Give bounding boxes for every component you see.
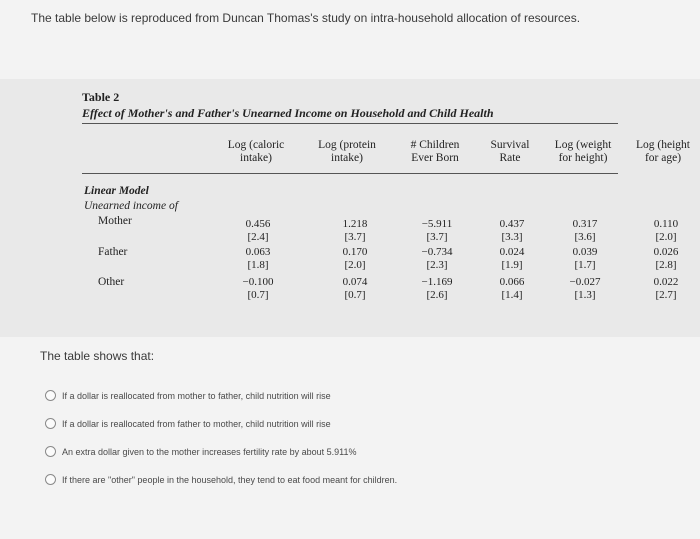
t-stat-value: [2.3] (426, 259, 448, 271)
coef-value: 0.170 (342, 246, 368, 258)
table-cell (482, 276, 542, 302)
table-cell (636, 276, 696, 302)
column-header-line: Log (caloric (227, 139, 285, 151)
table-title: Effect of Mother's and Father's Unearned Income on Household and Child Health (82, 106, 494, 120)
t-stat-value: [1.7] (574, 259, 596, 271)
column-header (545, 139, 621, 165)
table-cell (636, 218, 696, 244)
table-cell (228, 246, 288, 272)
table-top-rule (82, 123, 618, 124)
column-header-line: Log (height (636, 139, 690, 151)
table-cell (555, 276, 615, 302)
column-header-line: # Children (410, 139, 460, 151)
column-header-line: for height) (558, 152, 608, 164)
table-cell (482, 246, 542, 272)
coef-value: 0.317 (572, 218, 598, 230)
t-stat-value: [0.7] (344, 289, 366, 301)
t-stat-value: [3.3] (501, 231, 523, 243)
column-header-line: Survival (490, 139, 530, 151)
intro-text: The table below is reproduced from Duncan Thomas's study on intra-household allocation of resources. (31, 11, 581, 25)
table-header-rule (82, 173, 618, 174)
radio-button[interactable] (45, 446, 56, 457)
t-stat-value: [1.9] (501, 259, 523, 271)
column-header-line: for age) (644, 152, 682, 164)
column-header (480, 139, 540, 165)
t-stat-value: [1.4] (501, 289, 523, 301)
table-cell (325, 276, 385, 302)
radio-button[interactable] (45, 418, 56, 429)
coef-value: −0.100 (242, 276, 274, 288)
coef-value: 0.063 (245, 246, 271, 258)
t-stat-value: [1.8] (247, 259, 269, 271)
coef-value: 0.022 (653, 276, 679, 288)
column-header (218, 139, 294, 165)
t-stat-value: [1.3] (574, 289, 596, 301)
table-cell (407, 246, 467, 272)
table-cell (555, 218, 615, 244)
t-stat-value: [3.6] (574, 231, 596, 243)
row-label-mother: Mother (98, 215, 132, 227)
unearned-income-label: Unearned income of (84, 200, 178, 212)
column-header (401, 139, 469, 165)
table-number: Table 2 (82, 90, 120, 104)
answer-option-1[interactable] (45, 390, 331, 401)
column-header (309, 139, 385, 165)
coef-value: 1.218 (342, 218, 368, 230)
answer-option-2[interactable] (45, 418, 331, 429)
table-cell (482, 218, 542, 244)
coef-value: 0.026 (653, 246, 679, 258)
answer-option-3[interactable] (45, 446, 357, 457)
column-header-line: Log (protein (318, 139, 376, 151)
coef-value: 0.074 (342, 276, 368, 288)
t-stat-value: [2.6] (426, 289, 448, 301)
radio-button[interactable] (45, 474, 56, 485)
table-cell (555, 246, 615, 272)
table-cell (325, 218, 385, 244)
coef-value: 0.039 (572, 246, 598, 258)
column-header-line: Ever Born (411, 152, 459, 164)
column-header (630, 139, 696, 165)
coef-value: 0.437 (499, 218, 525, 230)
option-label: An extra dollar given to the mother increases fertility rate by about 5.911% (62, 446, 357, 457)
radio-button[interactable] (45, 390, 56, 401)
model-label: Linear Model (84, 185, 149, 197)
t-stat-value: [3.7] (426, 231, 448, 243)
table-cell (325, 246, 385, 272)
t-stat-value: [0.7] (247, 289, 269, 301)
t-stat-value: [2.0] (655, 231, 677, 243)
row-label-father: Father (98, 246, 128, 258)
table-cell (228, 276, 288, 302)
option-label: If there are "other" people in the household, they tend to eat food meant for children. (62, 474, 398, 485)
table-cell (407, 276, 467, 302)
coef-value: −1.169 (421, 276, 453, 288)
column-header-line: Rate (499, 152, 521, 164)
coef-value: 0.024 (499, 246, 525, 258)
t-stat-value: [3.7] (344, 231, 366, 243)
t-stat-value: [2.0] (344, 259, 366, 271)
column-header-line: Log (weight (554, 139, 612, 151)
t-stat-value: [2.8] (655, 259, 677, 271)
column-header-line: intake) (331, 152, 363, 164)
coef-value: −0.734 (421, 246, 453, 258)
column-header-line: intake) (240, 152, 272, 164)
coef-value: 0.456 (245, 218, 271, 230)
t-stat-value: [2.7] (655, 289, 677, 301)
table-cell (407, 218, 467, 244)
table-cell (636, 246, 696, 272)
table-cell (228, 218, 288, 244)
coef-value: −5.911 (421, 218, 453, 230)
question-prompt: The table shows that: (40, 349, 155, 363)
coef-value: 0.066 (499, 276, 525, 288)
coef-value: −0.027 (569, 276, 601, 288)
row-label-other: Other (98, 276, 125, 288)
coef-value: 0.110 (653, 218, 679, 230)
option-label: If a dollar is reallocated from mother to father, child nutrition will rise (62, 390, 331, 401)
t-stat-value: [2.4] (247, 231, 269, 243)
answer-option-4[interactable] (45, 474, 397, 485)
option-label: If a dollar is reallocated from father to mother, child nutrition will rise (62, 418, 331, 429)
